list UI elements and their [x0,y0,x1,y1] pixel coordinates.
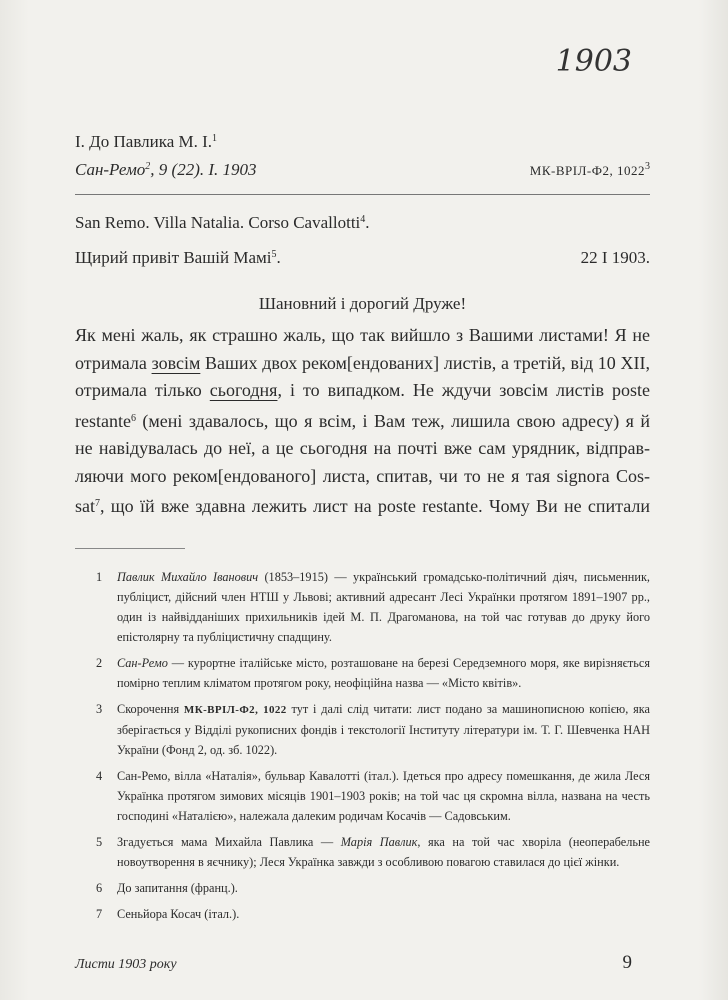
place: Сан-Ремо [75,160,146,179]
text-segment: Ваших двох реком[ендованих] листів, а третій, від 10 XII, [200,352,650,373]
text-segment: Як мені жаль, як страшно жаль, що так вийшло з Вашими листами! Я не [75,325,650,345]
footnote-ref: 5 [271,249,277,260]
letter-title [75,132,217,152]
footnote-number: 4 [96,769,103,783]
letter-place-date [75,160,257,180]
text-segment: Павлик Михайло Іванович [117,570,259,584]
footnote-ref: 6 [130,412,136,424]
letter-dateline [75,160,650,180]
footnote-number: 3 [96,702,103,716]
footnote [96,766,650,826]
text-segment: Сан-Ремо [117,656,168,670]
text-segment: отримала тілько [75,380,210,400]
archive-code: МК-ВРІЛ-Ф2, 1022 [529,163,645,178]
text-segment: , і то випадком. Не ждучи зовсім листів poste [277,380,650,400]
underlined-text: зовсім [151,352,201,373]
greeting-mother: Щирий привіт Вашій Мамі$^5$. [75,248,281,267]
text-segment: не навідувалась до неї, а це сьогодня на почті вже сам урядник, відправ- [75,438,650,458]
body-line [75,490,650,521]
footnote-divider [75,548,185,549]
text-segment: МК-ВРІЛ-Ф2, 1022 [183,704,287,716]
letter-date: 22 І 1903. [580,248,650,267]
footnote-ref: 4 [360,214,366,225]
letter-address: San Remo. Villa Natalia. Corso Cavallotti$^4$. [75,213,370,232]
footnotes [96,567,650,930]
footnote-number: 7 [96,907,103,921]
text-segment: ляючи мого реком[ендованого] листа, спитав, чи то не я тая signora Cos- [75,465,650,486]
footnote-number: 1 [96,570,103,584]
text-segment: отримала [75,352,152,373]
text-segment: , яка на той час хворіла (неоперабельне новоутворення в яєчнику); Леся Українка завжди з особливою повагою ставилася до цієї жінки. [117,835,651,869]
text-segment: restante [75,410,131,431]
footnote-ref: 1 [212,133,218,144]
footnote [96,904,650,924]
text-segment: Сеньйора Косач (італ.). [117,907,240,921]
footnote [96,653,650,693]
footnote-number: 5 [96,835,103,849]
text-segment: , що їй вже здавна лежить лист на poste restante. Чому Ви не спитали [100,496,650,516]
body-line [75,463,650,491]
footnote-text [117,699,650,760]
text-segment: Сан-Ремо, вілла «Наталія», бульвар Кавалотті (італ.). Ідеться про адресу помешкання, де жила Леся Українка протягом зимових місяців 1901–1903 років; на той час ця скромна вілла, названа на честь господині «Наталією», належала далеким родичам Косачів — Садовським. [117,769,650,823]
footnote-text [117,878,238,898]
footnote [96,699,650,760]
footnote-text [117,832,650,872]
body-line [75,322,650,350]
footnote-text [117,567,650,647]
text-segment: Згадується мама Михайла Павлика — [117,835,341,849]
body-line [75,405,650,436]
footnote [96,878,650,898]
footnote-number: 2 [96,656,103,670]
greeting-row [75,248,650,268]
body-line [75,435,650,463]
footnote-ref: 2 [145,161,151,172]
body-line [75,350,650,378]
text-segment: sat [75,496,95,516]
greeting-text: Щирий привіт Вашій Мамі [75,248,272,267]
footnote-ref: 7 [95,498,100,509]
letter-body [75,322,650,521]
address-text: San Remo. Villa Natalia. Corso Cavallotti [75,213,361,232]
archive-ref [530,160,650,180]
footnote-text [117,766,650,826]
footnote-ref: 3 [645,161,650,172]
date: , 9 (22). І. 1903 [150,160,257,179]
text-segment: (1853–1915) — український громадсько-політичний діяч, письменник, публіцист, дійсний член НТШ у Львові; активний адресант Лесі Українки протягом 1891–1907 рр., один із найвідданіших прихильників ідей М. П. Драгоманова, на той час готував до друку його епістолярну та публіцистичну спадщину. [117,570,650,644]
year-heading: 1903 [555,44,632,79]
footnote-text [117,653,650,693]
footnote-text [117,904,239,924]
footnote-number: 6 [96,881,103,895]
text-segment: Марія Павлик [340,835,418,849]
divider [75,194,650,195]
running-title: Листи 1903 року [75,957,177,972]
salutation: Шановний і дорогий Друже! [258,294,467,313]
text-segment: До запитання (франц.). [117,881,238,895]
footnote [96,567,650,647]
text-segment: — курортне італійське місто, розташоване на березі Середземного моря, яке вирізняється помірно теплим кліматом протягом року, неофіційна назва — «Місто квітів». [117,656,650,690]
body-line [75,377,650,405]
underlined-text: сьогодня [209,380,278,400]
letter-title-text: І. До Павлика М. І. [75,132,213,151]
text-segment: Скорочення [117,702,184,716]
footnote [96,832,650,872]
text-segment: тут і далі слід читати: лист подано за машинописною копією, яка зберігається у Відділі рукописних фондів і текстології Інституту літератури ім. Т. Г. Шевченка НАН України (Фонд 2, од. зб. 1022). [117,702,650,757]
page-number: 9 [622,952,632,973]
text-segment: (мені здавалось, що я всім, і Вам теж, лишила свою адресу) я й [135,410,650,431]
